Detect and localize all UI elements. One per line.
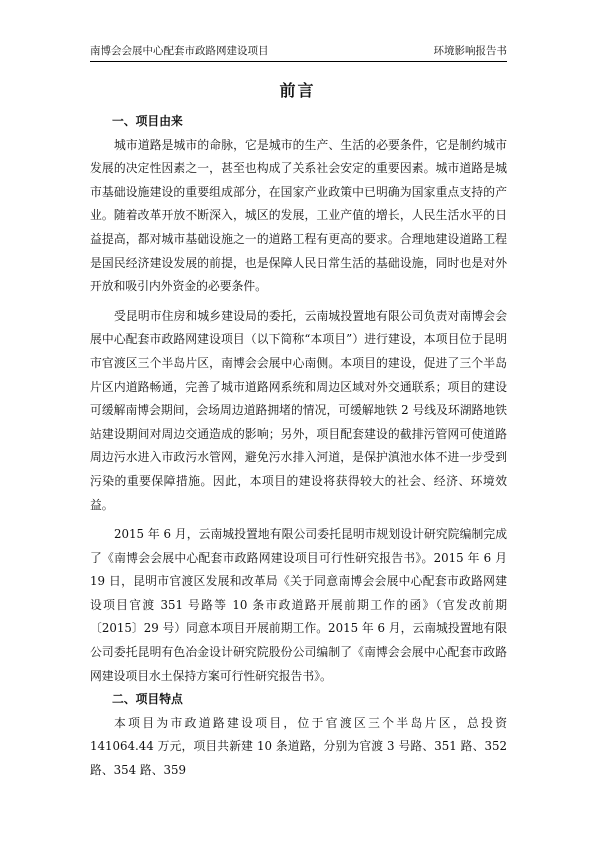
- paragraph: 2015 年 6 月，云南城投置地有限公司委托昆明市规划设计研究院编制完成了《南博会会展中心配套市政路网建设项目可行性研究报告书》。2015 年 6 月 19 日，昆明市官渡区发展和改革局《关于同意南博会会展中心配套市政路网建设项目官渡 351 号路等 10 条市政道路开展前期工作的函》（官发改前期〔2015〕29 号）同意本项目开展前期工作。2015 年 6 月，云南城投置地有限公司委托昆明有色冶金设计研究院股份公司编制了《南博会会展中心配套市政路网建设项目水土保持方案可行性研究报告书》。: [90, 527, 507, 683]
- page-title: 前言: [279, 81, 316, 100]
- header-document-title: 南博会会展中心配套市政路网建设项目: [90, 45, 269, 57]
- paragraph: 城市道路是城市的命脉，它是城市的生产、生活的必要条件，它是制约城市发展的决定性因素之一，甚至也构成了关系社会安定的重要因素。城市道路是城市基础设施建设的重要组成部分，在国家产业政策中已明确为国家重点支持的产业。随着改革开放不断深入，城区的发展，工业产值的增长，人民生活水平的日益提高，都对城市基础设施之一的道路工程有更高的要求。合理地建设道路工程是国民经济建设发展的前提，也是保障人民日常生活的基础设施，同时也是对外开放和吸引内外资金的必要条件。: [90, 137, 507, 294]
- section-heading-project-origin: 一、项目由来: [112, 114, 183, 128]
- header-report-type: 环境影响报告书: [433, 45, 507, 57]
- page-header: [90, 44, 507, 62]
- paragraph: 本项目为市政道路建设项目，位于官渡区三个半岛片区，总投资 141064.44 万元，项目共新建 10 条道路，分别为官渡 3 号路、351 路、352 路、354 路、359: [90, 715, 507, 778]
- section-heading-project-features: 二、项目特点: [112, 692, 183, 707]
- header-divider: [90, 61, 507, 62]
- paragraph: 受昆明市住房和城乡建设局的委托，云南城投置地有限公司负责对南博会会展中心配套市政路网建设项目（以下简称“本项目”）进行建设，本项目位于昆明市官渡区三个半岛片区，南博会会展中心南侧。本项目的建设，促进了三个半岛片区内道路畅通，完善了城市道路网系统和周边区域对外交通联系；项目的建设可缓解南博会期间，会场周边道路拥堵的情况，可缓解地铁 2 号线及环湖路地铁站建设期间对周边交通造成的影响；另外，项目配套建设的截排污管网可使道路周边污水进入市政污水管网，避免污水排入河道，是保护滇池水体不进一步受到污染的重要保障措施。因此，本项目的建设将获得较大的社会、经济、环境效益。: [90, 308, 507, 512]
- document-body: [90, 110, 507, 783]
